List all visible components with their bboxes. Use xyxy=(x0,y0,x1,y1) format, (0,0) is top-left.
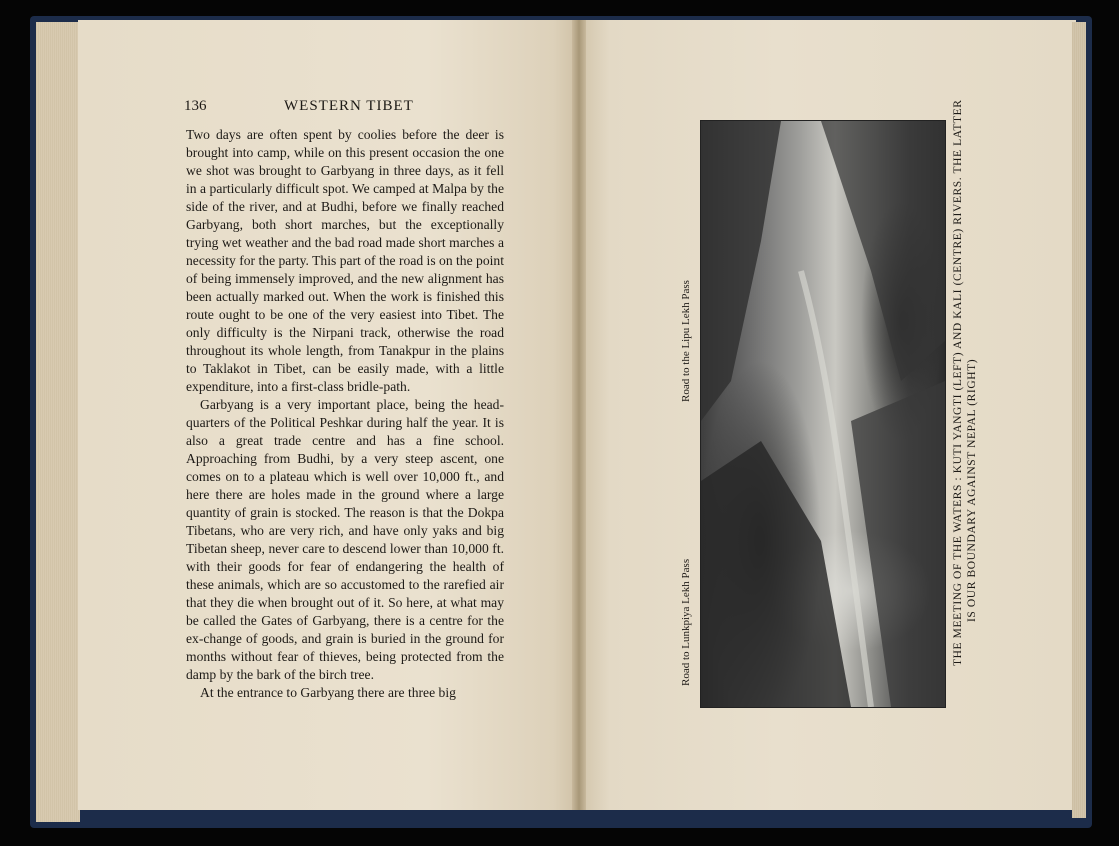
paragraph: Garbyang is a very important place, being the head-quarters of the Political Peshkar during half the year. It is also a great trade centre and has a fine school. Approaching from Budhi, by a very steep ascent, one comes on to a plateau which is well over 10,000 ft., and here there are holes made in the ground where a large quantity of grain is stocked. The reason is that the Dokpa Tibetans, who are very rich, and have only yaks and big Tibetan sheep, never care to descend lower than 10,000 ft. with their goods for fear of endangering the health of these animals, which are so accustomed to the rarefied air that they die when brought out of it. So here, at what may be called the Gates of Garbyang, there is a centre for the ex-change of goods, and grain is buried in the ground for months without fear of thieves, being protected from the damp by the bark of the birch tree. xyxy=(186,397,504,682)
running-head: WESTERN TIBET xyxy=(284,98,414,114)
paragraph: At the entrance to Garbyang there are three big xyxy=(200,685,456,700)
book-gutter xyxy=(572,20,586,810)
landscape-photo xyxy=(700,120,946,708)
page-number: 136 xyxy=(184,98,207,114)
page-edges-right xyxy=(1072,22,1086,818)
page-edges-left xyxy=(36,22,80,822)
photo-label-left: Road to Lunkpiya Lekh Pass xyxy=(680,558,692,686)
photo-caption-line2: IS OUR BOUNDARY AGAINST NEPAL (RIGHT) xyxy=(966,358,978,622)
body-text xyxy=(186,126,504,702)
photo-shapes xyxy=(701,121,945,707)
paragraph: Two days are often spent by coolies before the deer is brought into camp, while on this present occasion the one we shot was brought to Garbyang in three days, as it fell in a particularly difficult spot. We camped at Malpa by the side of the river, and at Budhi, before we finally reached Garbyang, both short marches, but the exceptionally trying wet weather and the bad road made short marches a necessity for the party. This part of the road is on the point of being immensely improved, and the new alignment has been actually marked out. When the work is finished this route ought to be one of the very easiest into Tibet. The only difficulty is the Nirpani track, otherwise the road throughout its whole length, from Tanakpur in the plains to Taklakot in Tibet, can be easily made, with a little expenditure, into a first-class bridle-path. xyxy=(186,127,504,394)
photo-caption-line1: THE MEETING OF THE WATERS : KUTI YANGTI (LEFT) AND KALI (CENTRE) RIVERS. THE LATTER xyxy=(952,99,964,666)
page-header xyxy=(184,98,504,122)
photo-label-right: Road to the Lipu Lekh Pass xyxy=(680,280,692,402)
